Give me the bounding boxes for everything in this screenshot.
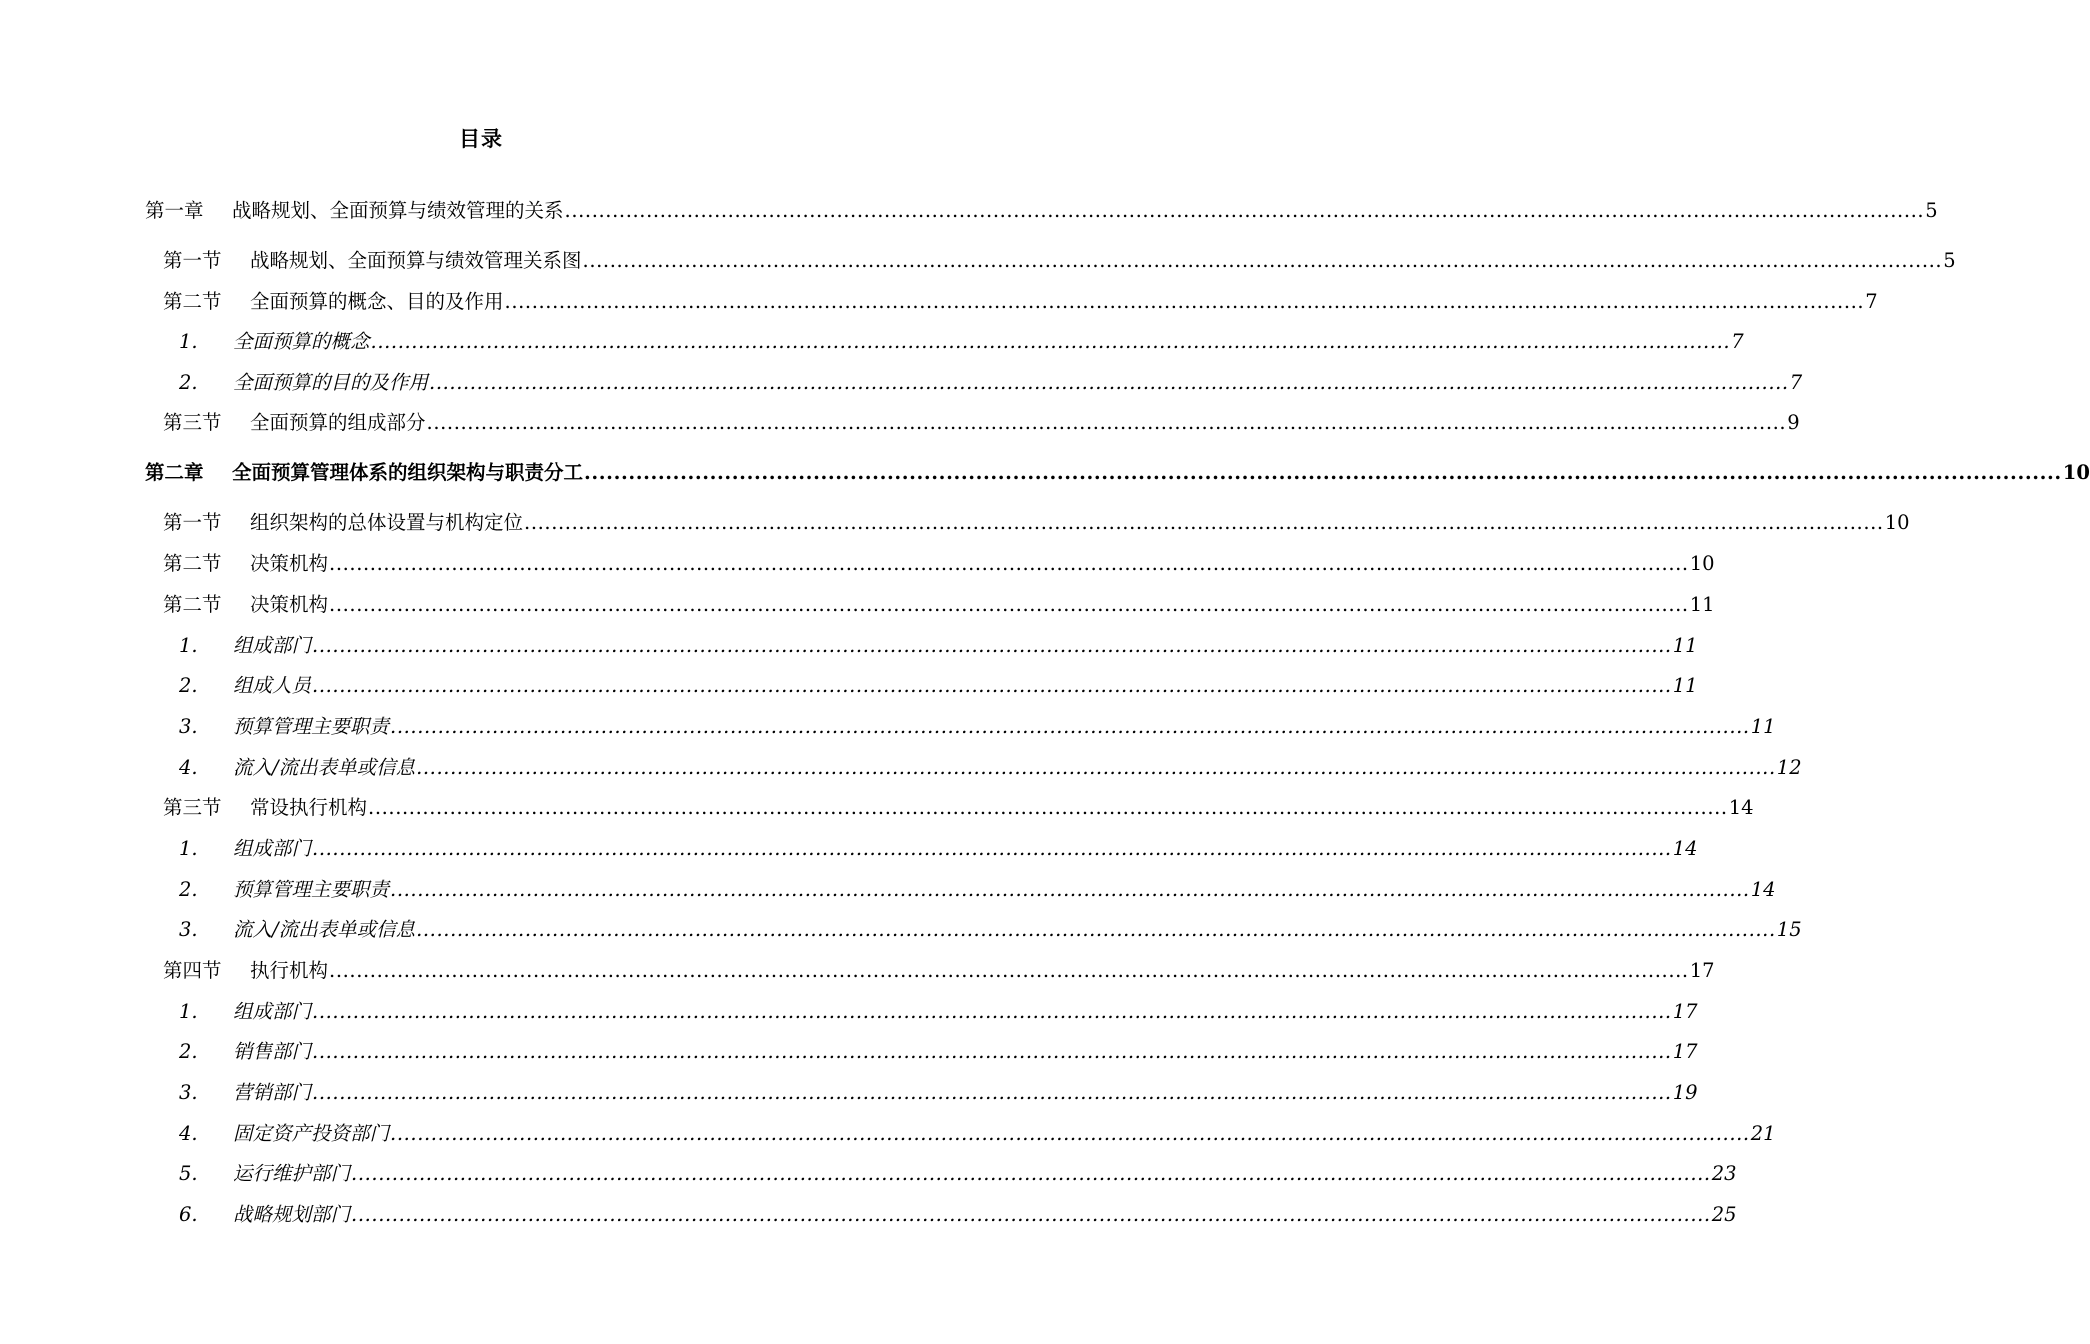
toc-dot-leader: ........................................................................................................................................................................................................ (329, 959, 1689, 982)
toc-entry-title: 战略规划、全面预算与绩效管理关系图 (250, 249, 582, 272)
toc-dot-leader: ........................................................................................................................................................................................................ (582, 249, 1943, 272)
toc-entry[interactable] (179, 875, 1776, 905)
toc-dot-leader: ........................................................................................................................................................................................................ (416, 918, 1776, 941)
toc-entry-title: 全面预算的概念、目的及作用 (250, 290, 504, 313)
toc-entry[interactable] (179, 631, 1698, 661)
toc-entry-number: 4. (179, 756, 198, 779)
toc-dot-leader: ........................................................................................................................................................................................................ (312, 674, 1672, 697)
toc-entry-title: 战略规划部门 (233, 1203, 351, 1226)
toc-entry-page-number: 7 (1865, 290, 1878, 313)
toc-title: 目录 (459, 126, 503, 151)
toc-entry[interactable] (179, 368, 1803, 398)
toc-entry-page-number: 23 (1711, 1162, 1737, 1185)
toc-entry-title: 战略规划、全面预算与绩效管理的关系 (232, 199, 564, 222)
toc-entry-title: 流入/流出表单或信息 (233, 918, 416, 941)
toc-dot-leader: ........................................................................................................................................................................................................ (351, 1162, 1711, 1185)
toc-entry-title: 全面预算的目的及作用 (233, 371, 429, 394)
toc-dot-leader: ........................................................................................................................................................................................................ (329, 593, 1689, 616)
toc-entry-title: 组织架构的总体设置与机构定位 (250, 511, 524, 534)
toc-entry-number: 6. (179, 1203, 198, 1226)
toc-entry-page-number: 17 (1672, 1000, 1698, 1023)
toc-entry-title: 组成人员 (233, 674, 312, 697)
toc-entry-number: 2. (179, 674, 198, 697)
toc-entry-page-number: 11 (1689, 593, 1715, 616)
toc-entry-title: 决策机构 (250, 552, 329, 575)
toc-entry-page-number: 7 (1789, 371, 1803, 394)
toc-entry-page-number: 17 (1689, 959, 1715, 982)
toc-entry-page-number: 21 (1750, 1122, 1776, 1145)
toc-entry-number: 第二章 (145, 461, 204, 484)
toc-dot-leader: ........................................................................................................................................................................................................ (426, 411, 1787, 434)
toc-entry-number: 2. (179, 1040, 198, 1063)
toc-entry-number: 3. (179, 715, 198, 738)
toc-entry[interactable] (179, 1037, 1698, 1067)
toc-entry-page-number: 11 (1750, 715, 1776, 738)
toc-entry[interactable] (163, 793, 1754, 823)
toc-entry[interactable] (163, 287, 1878, 317)
toc-entry[interactable] (145, 458, 2090, 488)
toc-entry-number: 3. (179, 1081, 198, 1104)
toc-entry-page-number: 19 (1672, 1081, 1698, 1104)
toc-dot-leader: ........................................................................................................................................................................................................ (312, 1081, 1672, 1104)
toc-entry-number: 2. (179, 878, 198, 901)
toc-dot-leader: ........................................................................................................................................................................................................ (564, 199, 1925, 222)
toc-dot-leader: ........................................................................................................................................................................................................ (312, 1040, 1672, 1063)
toc-entry-page-number: 17 (1672, 1040, 1698, 1063)
toc-entry[interactable] (179, 1078, 1698, 1108)
toc-entry-page-number: 14 (1750, 878, 1776, 901)
toc-entry-page-number: 12 (1776, 756, 1802, 779)
toc-entry-title: 全面预算管理体系的组织架构与职责分工 (232, 461, 584, 484)
toc-entry-number: 第二节 (163, 552, 222, 575)
toc-entry-number: 3. (179, 918, 198, 941)
toc-entry-number: 1. (179, 330, 198, 353)
toc-dot-leader: ........................................................................................................................................................................................................ (312, 634, 1672, 657)
toc-entry-title: 组成部门 (233, 837, 312, 860)
toc-entry-page-number: 10 (2062, 461, 2090, 484)
toc-entry-number: 第一节 (163, 511, 222, 534)
toc-entry-page-number: 25 (1711, 1203, 1737, 1226)
toc-entry[interactable] (179, 753, 1802, 783)
toc-entry-title: 销售部门 (233, 1040, 312, 1063)
toc-dot-leader: ........................................................................................................................................................................................................ (390, 715, 1750, 738)
toc-entry-page-number: 11 (1672, 634, 1698, 657)
toc-entry[interactable] (179, 997, 1698, 1027)
toc-entry-number: 第三节 (163, 411, 222, 434)
toc-entry[interactable] (163, 246, 1956, 276)
toc-entry-title: 流入/流出表单或信息 (233, 756, 416, 779)
toc-entry[interactable] (179, 915, 1802, 945)
toc-entry-title: 执行机构 (250, 959, 329, 982)
toc-dot-leader: ........................................................................................................................................................................................................ (390, 1122, 1750, 1145)
toc-entry-page-number: 11 (1672, 674, 1698, 697)
toc-entry-title: 全面预算的组成部分 (250, 411, 426, 434)
toc-dot-leader: ........................................................................................................................................................................................................ (368, 796, 1728, 819)
toc-entry[interactable] (179, 1119, 1776, 1149)
toc-entry-number: 第一节 (163, 249, 222, 272)
toc-entry-number: 第二节 (163, 290, 222, 313)
toc-entry[interactable] (179, 712, 1776, 742)
toc-entry-title: 预算管理主要职责 (233, 878, 390, 901)
toc-entry-page-number: 9 (1787, 411, 1800, 434)
toc-entry-title: 决策机构 (250, 593, 329, 616)
toc-entry-title: 营销部门 (233, 1081, 312, 1104)
toc-entry-title: 组成部门 (233, 1000, 312, 1023)
toc-entry[interactable] (145, 196, 1938, 226)
toc-dot-leader: ........................................................................................................................................................................................................ (429, 371, 1789, 394)
toc-entry-number: 1. (179, 837, 198, 860)
toc-entry-title: 运行维护部门 (233, 1162, 351, 1185)
toc-dot-leader: ........................................................................................................................................................................................................ (584, 461, 2062, 484)
toc-entry[interactable] (179, 671, 1698, 701)
toc-entry-title: 预算管理主要职责 (233, 715, 390, 738)
toc-entry-title: 常设执行机构 (250, 796, 368, 819)
toc-entry-number: 1. (179, 1000, 198, 1023)
toc-dot-leader: ........................................................................................................................................................................................................ (312, 837, 1672, 860)
toc-dot-leader: ........................................................................................................................................................................................................ (416, 756, 1776, 779)
toc-entry-number: 2. (179, 371, 198, 394)
toc-entry[interactable] (179, 1159, 1737, 1189)
toc-entry-number: 第二节 (163, 593, 222, 616)
toc-entry[interactable] (163, 549, 1715, 579)
toc-entry[interactable] (163, 408, 1800, 438)
toc-entry[interactable] (179, 1200, 1737, 1230)
toc-entry-page-number: 10 (1884, 511, 1910, 534)
toc-entry-number: 4. (179, 1122, 198, 1145)
toc-entry-title: 组成部门 (233, 634, 312, 657)
toc-entry[interactable] (163, 590, 1715, 620)
toc-entry-title: 固定资产投资部门 (233, 1122, 390, 1145)
toc-entry-number: 第一章 (145, 199, 204, 222)
toc-entry-page-number: 15 (1776, 918, 1802, 941)
toc-entry-number: 1. (179, 634, 198, 657)
toc-entry[interactable] (179, 327, 1744, 357)
toc-entry-number: 5. (179, 1162, 198, 1185)
toc-entry-page-number: 14 (1728, 796, 1754, 819)
toc-entry-title: 全面预算的概念 (233, 330, 370, 353)
toc-entry-page-number: 5 (1943, 249, 1956, 272)
toc-dot-leader: ........................................................................................................................................................................................................ (504, 290, 1865, 313)
toc-entry[interactable] (163, 956, 1715, 986)
toc-entry-page-number: 7 (1731, 330, 1744, 353)
toc-entry-page-number: 14 (1672, 837, 1698, 860)
toc-dot-leader: ........................................................................................................................................................................................................ (524, 511, 1884, 534)
toc-entry-page-number: 10 (1689, 552, 1715, 575)
toc-entry[interactable] (179, 834, 1698, 864)
toc-dot-leader: ........................................................................................................................................................................................................ (351, 1203, 1711, 1226)
toc-dot-leader: ........................................................................................................................................................................................................ (370, 330, 1731, 353)
toc-entry-page-number: 5 (1925, 199, 1938, 222)
toc-dot-leader: ........................................................................................................................................................................................................ (312, 1000, 1672, 1023)
toc-dot-leader: ........................................................................................................................................................................................................ (329, 552, 1689, 575)
toc-entry-number: 第四节 (163, 959, 222, 982)
toc-entry-number: 第三节 (163, 796, 222, 819)
toc-dot-leader: ........................................................................................................................................................................................................ (390, 878, 1750, 901)
toc-entry[interactable] (163, 508, 1910, 538)
